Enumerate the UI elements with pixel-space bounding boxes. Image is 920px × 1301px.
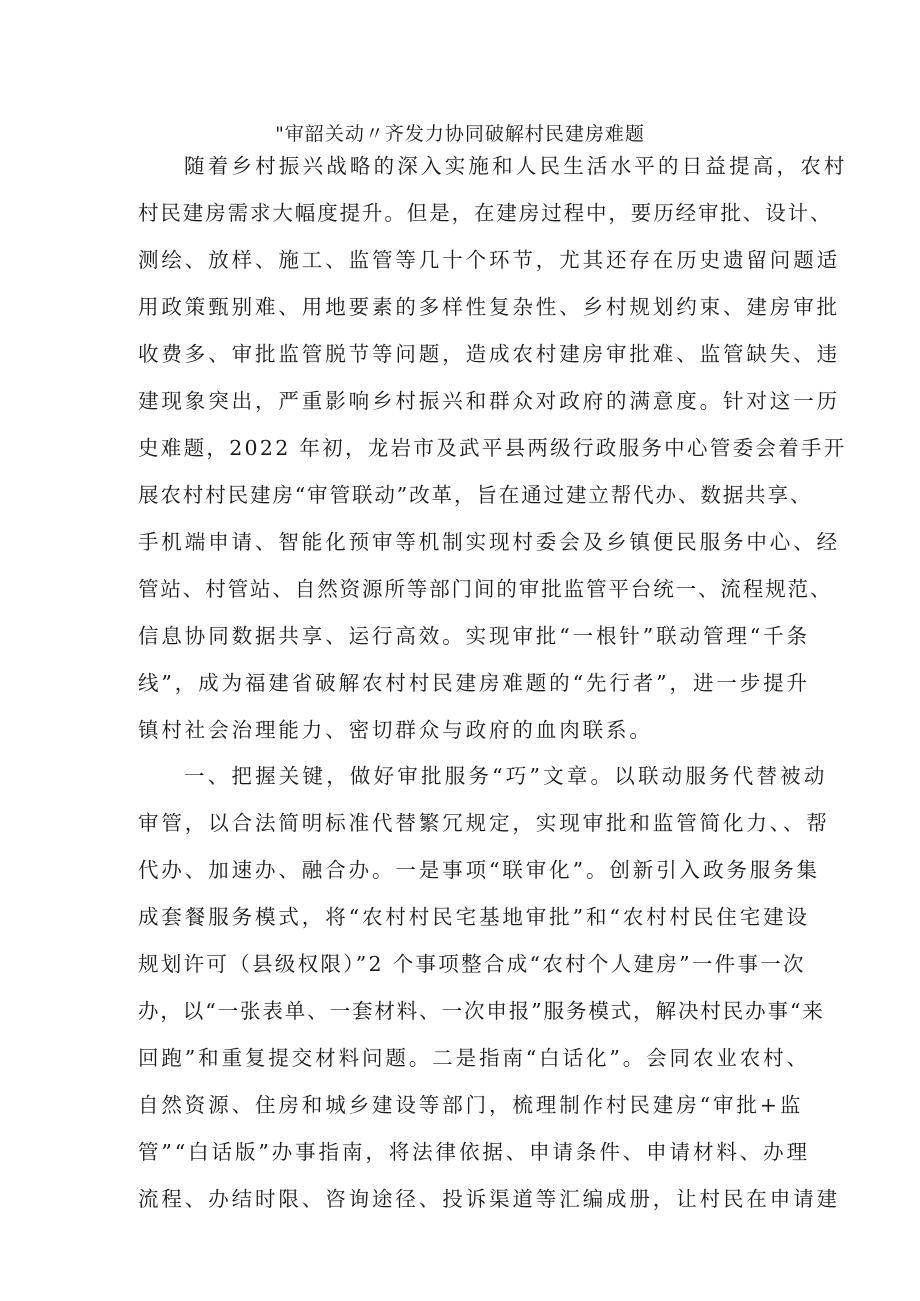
text-line: 镇村社会治理能力、密切群众与政府的血肉联系。 (138, 718, 653, 742)
text-line: 收费多、审批监管脱节等问题，造成农村建房审批难、监管缺失、违 (138, 342, 840, 366)
text-line: 手机端申请、智能化预审等机制实现村委会及乡镇便民服务中心、经 (138, 530, 840, 554)
text-line: 成套餐服务模式，将“农村村民宅基地审批”和“农村村民住宅建设 (138, 905, 810, 929)
text-line: 管站、村管站、自然资源所等部门间的审批监管平台统一、流程规范、 (138, 577, 833, 601)
text-line: 办，以“一张表单、一套材料、一次申报”服务模式，解决村民办事“来 (138, 999, 825, 1023)
text-line: 村民建房需求大幅度提升。但是，在建房过程中，要历经审批、设计、 (138, 201, 833, 225)
text-line: 规划许可（县级权限）”2 个事项整合成“农村个人建房”一件事一次 (138, 952, 806, 976)
text-line: 用政策甄别难、用地要素的多样性复杂性、乡村规划约束、建房审批 (138, 295, 840, 319)
text-line: 建现象突出，严重影响乡村振兴和群众对政府的满意度。针对这一历 (138, 389, 840, 413)
text-line: 管”“白话版”办事指南，将法律依据、申请条件、申请材料、办理 (138, 1140, 810, 1164)
text-line: 流程、办结时限、咨询途径、投诉渠道等汇编成册，让村民在申请建 (138, 1187, 840, 1211)
text-line: 自然资源、住房和城乡建设等部门，梳理制作村民建房“审批+监 (138, 1093, 804, 1117)
text-line: 测绘、放样、施工、监管等几十个环节，尤其还存在历史遗留问题适 (138, 248, 840, 272)
text-line: 随着乡村振兴战略的深入实施和人民生活水平的日益提高，农村 (184, 154, 848, 178)
text-line: 展农村村民建房“审管联动”改革，旨在通过建立帮代办、数据共享、 (138, 483, 813, 507)
document-title: "审韶关动〃齐发力协同破解村民建房难题 (275, 123, 645, 145)
text-line: 信息协同数据共享、运行高效。实现审批“一根针”联动管理“千条 (138, 624, 810, 648)
text-line: 回跑”和重复提交材料问题。二是指南“白话化”。会同农业农村、 (138, 1046, 810, 1070)
text-line: 史难题，2022 年初，龙岩市及武平县两级行政服务中心管委会着手开 (138, 436, 847, 460)
text-line: 线”，成为福建省破解农村村民建房难题的“先行者”，进一步提升 (138, 671, 810, 695)
text-line: 代办、加速办、融合办。一是事项“联审化”。创新引入政务服务集 (138, 858, 820, 882)
text-line: 一、把握关键，做好审批服务“巧”文章。以联动服务代替被动 (184, 764, 828, 788)
text-line: 审管，以合法简明标准代替繁冗规定，实现审批和监管简化力、、帮 (138, 811, 830, 835)
